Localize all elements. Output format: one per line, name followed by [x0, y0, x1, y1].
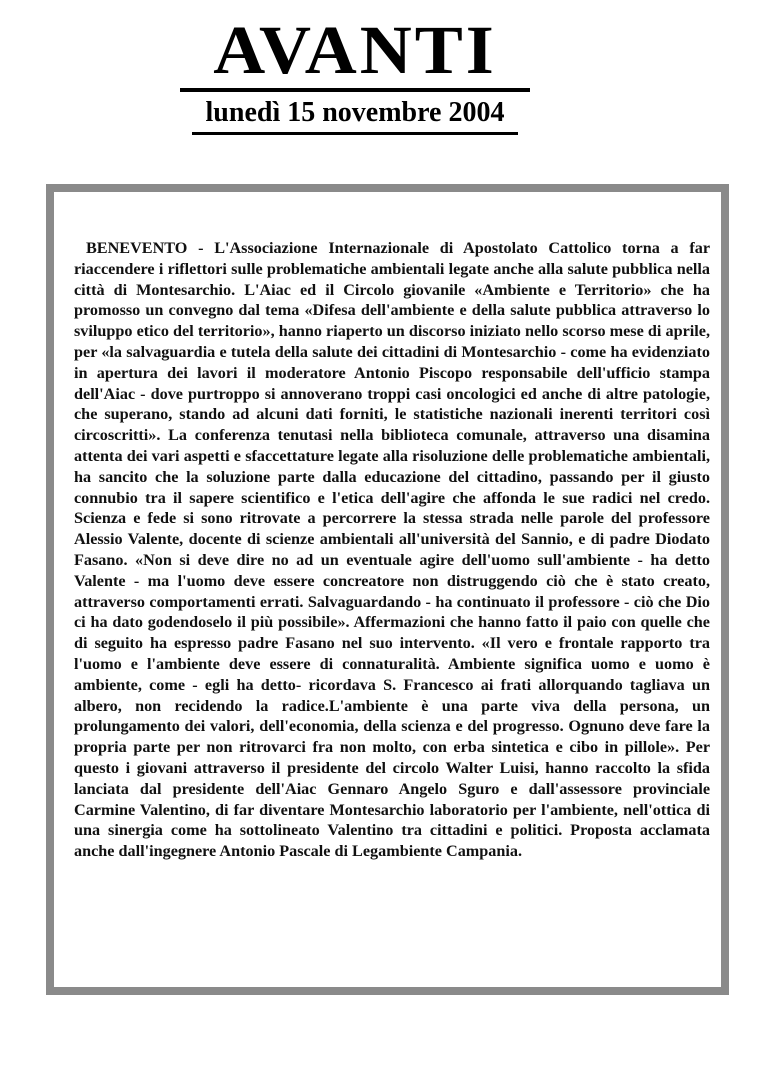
- article-frame: [46, 184, 729, 995]
- date-underline: [192, 132, 518, 135]
- issue-date: lunedì 15 novembre 2004: [205, 97, 505, 128]
- title-underline: [180, 88, 530, 92]
- article-dateline: BENEVENTO -: [86, 239, 204, 257]
- masthead: [180, 11, 530, 135]
- article-body: L'Associazione Internazionale di Apostolato Cattolico torna a far riaccendere i riflettori sulle problematiche ambientali legate anche alla salute pubblica nella città di Montesarchio. L'Aiac ed il Circolo giovanile «Ambiente e Territorio» che ha promosso un convegno dal tema «Difesa dell'ambiente e della salute pubblica attraverso lo sviluppo etico del territorio», hanno riaperto un discorso iniziato nello scorso mese di aprile, per «la salvaguardia e tutela della salute dei cittadini di Montesarchio - come ha evidenziato in apertura dei lavori il moderatore Antonio Piscopo responsabile dell'ufficio stampa dell'Aiac - dove purtroppo si annoverano troppi casi oncologici ed anche di altre patologie, che superano, stando ad alcuni dati forniti, le statistiche nazionali inerenti territori così circoscritti». La conferenza tenutasi nella biblioteca comunale, attraverso una disamina attenta dei vari aspetti e sfaccettature legate alla risoluzione delle problematiche ambientali, ha sancito che la soluzione parte dalla educazione del cittadino, passando per il giusto connubio tra il sapere scientifico e l'etica dell'agire che affonda le sue radici nel credo. Scienza e fede si sono ritrovate a percorrere la stessa strada nelle parole del professore Alessio Valente, docente di scienze ambientali all'università del Sannio, e di padre Diodato Fasano. «Non si deve dire no ad un eventuale agire dell'uomo sull'ambiente - ha detto Valente - ma l'uomo deve essere concreatore non distruggendo ciò che è stato creato, attraverso comportamenti errati. Salvaguardando - ha continuato il professore - ciò che Dio ci ha dato godendoselo il più possibile». Affermazioni che hanno fatto il paio con quelle che di seguito ha espresso padre Fasano nel suo intervento. «Il vero e frontale rapporto tra l'uomo e l'ambiente deve essere di connaturalità. Ambiente significa uomo e uomo è ambiente, come - egli ha detto- ricordava S. Francesco ai frati allorquando tagliava un albero, non recidendo la radice.L'ambiente è una parte viva della persona, un prolungamento dei valori, dell'economia, della scienza e del progresso. Ognuno deve fare la propria parte per non ritrovarci fra non molto, con erba sintetica e cibo in pillole». Per questo i giovani attraverso il presidente del circolo Walter Luisi, hanno raccolto la sfida lanciata dal presidente dell'Aiac Gennaro Angelo Sguro e dall'assessore provinciale Carmine Valentino, di far diventare Montesarchio laboratorio per l'ambiente, nell'ottica di una sinergia come ha sottolineato Valentino tra cittadini e politici. Proposta acclamata anche dall'ingegnere Antonio Pascale di Legambiente Campania.: [74, 239, 711, 861]
- article-text: [74, 238, 710, 862]
- newspaper-title: AVANTI: [213, 11, 497, 88]
